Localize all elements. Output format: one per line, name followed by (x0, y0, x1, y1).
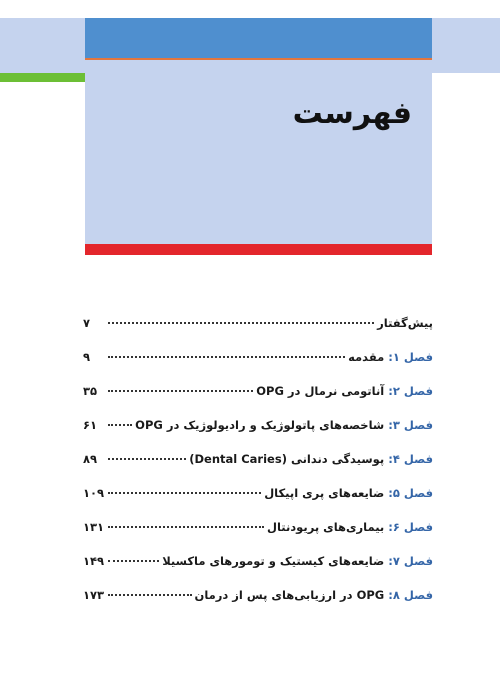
toc-entry-chapter-8[interactable] (83, 588, 433, 622)
toc-chapter-label: فصل ۸: (388, 588, 433, 602)
dot-leader (108, 492, 261, 494)
dot-leader (108, 594, 192, 596)
toc-chapter-label: فصل ۱: (388, 350, 433, 364)
toc-chapter-label: فصل ۷: (388, 554, 433, 568)
toc-entry-page: ۶۱ (83, 418, 98, 432)
table-of-contents (83, 316, 433, 622)
toc-entry-page: ۱۳۱ (83, 520, 105, 534)
toc-entry-title: پیش‌گفتار (377, 316, 433, 330)
header-blue-bar (85, 18, 432, 58)
toc-entry-chapter-6[interactable] (83, 520, 433, 554)
dot-leader (108, 424, 132, 426)
toc-entry-chapter-2[interactable] (83, 384, 433, 418)
dot-leader (108, 526, 264, 528)
page-title: فهرست (292, 96, 412, 131)
toc-entry-chapter-1[interactable] (83, 350, 433, 384)
green-accent-stripe (0, 73, 85, 82)
toc-entry-page: ۱۷۳ (83, 588, 105, 602)
toc-entry-chapter-7[interactable] (83, 554, 433, 588)
toc-entry-title: ضایعه‌های کیستیک و تومورهای ماکسیلا (162, 554, 385, 568)
header-side-band-left (0, 18, 85, 73)
toc-entry-chapter-5[interactable] (83, 486, 433, 520)
title-header-block (85, 18, 432, 255)
dot-leader (108, 356, 345, 358)
toc-entry-title: مقدمه (348, 350, 385, 364)
header-red-bar (85, 244, 432, 255)
toc-entry-preface[interactable] (83, 316, 433, 350)
dot-leader (108, 390, 253, 392)
toc-entry-chapter-3[interactable] (83, 418, 433, 452)
toc-entry-page: ۸۹ (83, 452, 98, 466)
dot-leader (108, 560, 159, 562)
toc-entry-page: ۹ (83, 350, 91, 364)
toc-entry-chapter-4[interactable] (83, 452, 433, 486)
toc-chapter-label: فصل ۵: (388, 486, 433, 500)
toc-entry-title: آناتومی نرمال در OPG (256, 384, 385, 398)
toc-entry-title: بیماری‌های پریودنتال (266, 520, 385, 534)
dot-leader (108, 458, 186, 460)
toc-entry-title: ضایعه‌های پری اپیکال (264, 486, 385, 500)
header-side-band-right (432, 18, 500, 73)
toc-entry-page: ۱۰۹ (83, 486, 105, 500)
toc-entry-title: پوسیدگی دندانی (Dental Caries) (189, 452, 385, 466)
toc-entry-page: ۷ (83, 316, 91, 330)
toc-chapter-label: فصل ۳: (388, 418, 433, 432)
header-orange-line (85, 58, 432, 60)
toc-chapter-label: فصل ۶: (388, 520, 433, 534)
toc-entry-title: شاخصه‌های پاتولوژیک و رادیولوژیک در OPG (135, 418, 385, 432)
dot-leader (108, 322, 374, 324)
toc-entry-title: OPG در ارزیابی‌های پس از درمان (194, 588, 385, 602)
toc-entry-page: ۳۵ (83, 384, 98, 398)
toc-entry-page: ۱۴۹ (83, 554, 105, 568)
toc-chapter-label: فصل ۲: (388, 384, 433, 398)
toc-chapter-label: فصل ۴: (388, 452, 433, 466)
